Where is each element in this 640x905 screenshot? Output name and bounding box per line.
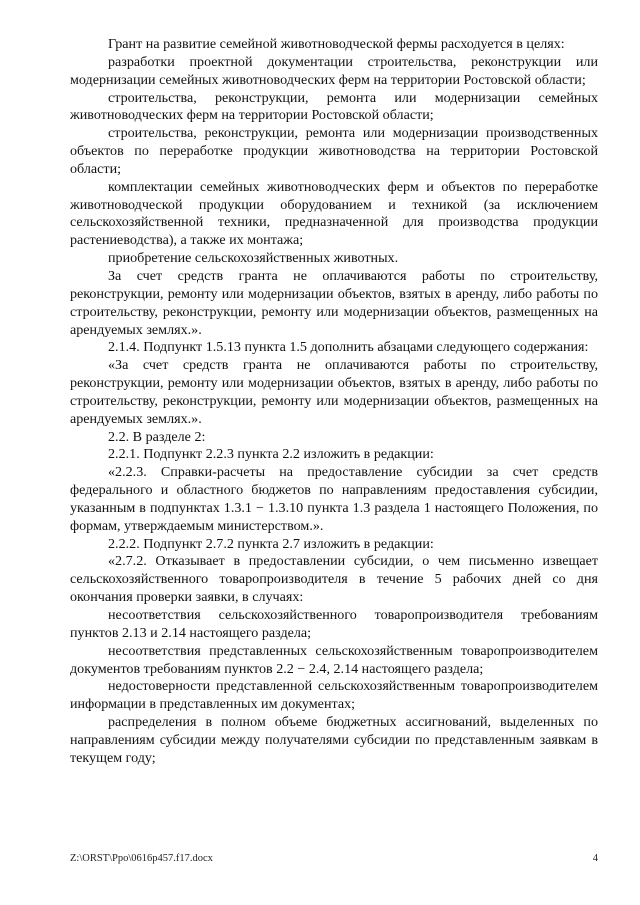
paragraph-budget-distribution: распределения в полном объеме бюджетных ассигнований, выделенных по направлениям субсидии между получателями субсидии по представленным заявкам в текущем году;: [70, 714, 598, 766]
footer-file-path: Z:\ORST\Ppo\0616p457.f17.docx: [70, 853, 213, 864]
paragraph-unreliable-info: недостоверности представленной сельскохозяйственным товаропроизводителем информации в представленных им документах;: [70, 678, 598, 713]
paragraph-grant-purposes-intro: Грант на развитие семейной животноводческой фермы расходуется в целях:: [108, 36, 565, 52]
paragraph-2-1-4: 2.1.4. Подпункт 1.5.13 пункта 1.5 дополнить абзацами следующего содержания:: [108, 339, 589, 356]
paragraph-animals: приобретение сельскохозяйственных животных.: [108, 250, 399, 267]
paragraph-2-2-3-quote: «2.2.3. Справки-расчеты на предоставление субсидии за счет средств федерального и областного бюджетов по направлениям предоставления субсидии, указанным в подпунктах 1.3.1 − 1.3.10 пункта 1.3 раздела 1 настоящего Положения, по формам, утверждаемым министерством.».: [70, 464, 598, 534]
paragraph-processing-facilities: строительства, реконструкции, ремонта или модернизации производственных объектов по переработке продукции животноводства на территории Ростовской области;: [70, 125, 598, 177]
page-number: 4: [592, 853, 598, 864]
paragraph-2-2-1: 2.2.1. Подпункт 2.2.3 пункта 2.2 изложить в редакции:: [108, 446, 434, 463]
paragraph-nonconformity-producer: несоответствия сельскохозяйственного товаропроизводителя требованиям пунктов 2.13 и 2.14 настоящего раздела;: [70, 607, 598, 641]
document-body: [70, 36, 598, 768]
paragraph-2-2-2: 2.2.2. Подпункт 2.7.2 пункта 2.7 изложить в редакции:: [108, 535, 434, 552]
paragraph-grant-exclusion-quote: «За счет средств гранта не оплачиваются работы по строительству, реконструкции, ремонту или модернизации объектов, взятых в аренду, либо работы по строительству, реконструкции, ремонту или модернизации объектов, размещенных на арендуемых землях.».: [70, 357, 598, 427]
paragraph-equipment: комплектации семейных животноводческих ферм и объектов по переработке животноводческой продукции оборудованием и техникой (за исключением сельскохозяйственной техники, предназначенной для производства продукции растениеводства), а также их монтажа;: [70, 178, 598, 249]
paragraph-nonconformity-documents: несоответствия представленных сельскохозяйственным товаропроизводителем документов требованиям пунктов 2.2 − 2.4, 2.14 настоящего раздела;: [70, 642, 598, 677]
paragraph-design-documentation: разработки проектной документации строительства, реконструкции или модернизации семейных животноводческих ферм на территории Ростовской области;: [70, 53, 598, 88]
paragraph-grant-exclusion: За счет средств гранта не оплачиваются работы по строительству, реконструкции, ремонту или модернизации объектов, взятых в аренду, либо работы по строительству, реконструкции, ремонту или модернизации объектов, размещенных на арендуемых землях.».: [70, 267, 598, 338]
paragraph-2-7-2-quote: «2.7.2. Отказывает в предоставлении субсидии, о чем письменно извещает сельскохозяйственного товаропроизводителя в течение 5 рабочих дней со дня окончания проверки заявки, в случаях:: [70, 553, 598, 606]
paragraph-2-2: 2.2. В разделе 2:: [108, 428, 206, 445]
paragraph-farm-construction: строительства, реконструкции, ремонта или модернизации семейных животноводческих ферм на территории Ростовской области;: [70, 89, 598, 124]
